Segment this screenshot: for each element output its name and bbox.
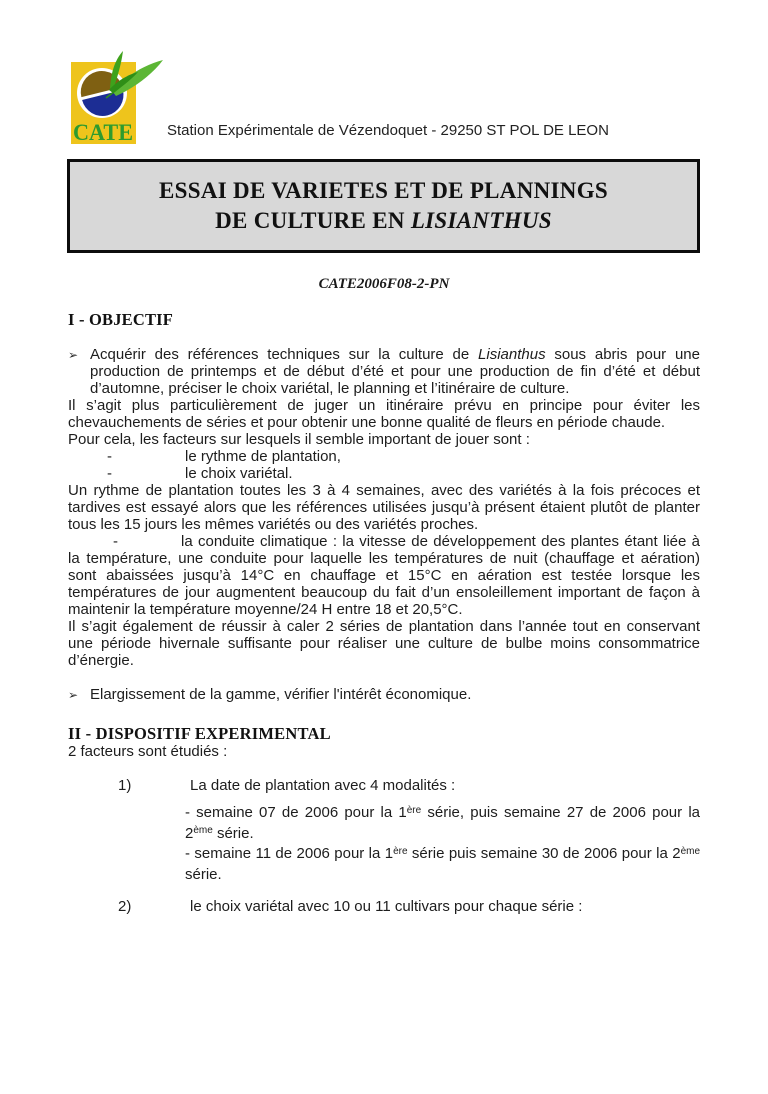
dash-marker: -: [107, 465, 112, 482]
numbered-item-1: [68, 777, 700, 794]
para-facteurs: 2 facteurs sont étudiés :: [68, 743, 228, 760]
numbered-item-2: [68, 898, 700, 915]
para-itineraire: Il s’agit plus particulièrement de juger un itinéraire prévu en principe pour éviter les chevauchements de séries et pour obtenir une bonne qualité de fleurs en période chaude.: [68, 397, 700, 431]
dash-item-rythme: [68, 448, 700, 465]
para-pour-cela: Pour cela, les facteurs sur lesquels il semble important de jouer sont :: [68, 431, 530, 448]
item-text: le choix variétal avec 10 ou 11 cultivars pour chaque série :: [190, 898, 583, 915]
logo-text: CATE: [73, 120, 133, 145]
section-heading-dispositif: II - DISPOSITIF EXPERIMENTAL: [68, 724, 331, 743]
item-number: 1): [118, 777, 132, 794]
section-heading-objectif: I - OBJECTIF: [68, 310, 174, 329]
dash-item-label: le choix variétal.: [185, 465, 293, 482]
document-reference: CATE2006F08-2-PN: [318, 276, 450, 292]
item-text: La date de plantation avec 4 modalités :: [190, 777, 456, 794]
dash-item-label: le rythme de plantation,: [185, 448, 341, 465]
sub-item-semaine-07: - semaine 07 de 2006 pour la 1ère série, puis semaine 27 de 2006 pour la 2ème série.: [185, 804, 700, 842]
document-title-box: [67, 159, 700, 253]
bullet-elargissement-text: Elargissement de la gamme, vérifier l'intérêt économique.: [90, 686, 472, 703]
bullet-acquerir-text: Acquérir des références techniques sur la culture de Lisianthus sous abris pour une production de printemps et de début d’été et pour une production de fin d’été et début d’automne, préciser le choix variétal, le planning et l’itinéraire de culture.: [90, 346, 700, 397]
bullet-elargissement: [68, 686, 700, 704]
dash-marker: -: [107, 448, 112, 465]
document-body: [68, 310, 700, 915]
para-conduite-text: la conduite climatique : la vitesse de développement des plantes étant liée à la température, une conduite pour laquelle les températures de nuit (chauffage et aération) sont abaissées jusqu’à 14°C en chauffage et 15°C en aération est testée lorsque les températures de jour augmentent beaucoup du fait d’un ensoleillement important de façon à maintenir la température moyenne/24 H entre 18 et 20,5°C.: [68, 533, 700, 618]
arrow-bullet-icon: ➢: [68, 688, 79, 702]
numbered-item-1-details: [185, 804, 700, 884]
sub-item-semaine-11: - semaine 11 de 2006 pour la 1ère série puis semaine 30 de 2006 pour la 2ème série.: [185, 845, 701, 883]
dash-item-choix: [68, 465, 700, 482]
title-line-2: DE CULTURE EN LISIANTHUS: [215, 208, 552, 233]
cate-logo: [66, 48, 171, 148]
dash-marker: -: [113, 533, 118, 550]
title-line-1: ESSAI DE VARIETES ET DE PLANNINGS: [159, 178, 608, 203]
para-caler-series: Il s’agit également de réussir à caler 2 séries de plantation dans l’année tout en conservant une période hivernale suffisante pour réaliser une culture de bulbe moins consommatrice d’énergie.: [68, 618, 700, 669]
para-conduite-climatique: [68, 533, 700, 618]
para-rythme-plantation: Un rythme de plantation toutes les 3 à 4 semaines, avec des variétés à la fois précoces et tardives est essayé alors que les références utilisées jusqu’à présent étaient plutôt de planter tous les 15 jours les mêmes variétés ou des variétés proches.: [68, 482, 700, 533]
item-number: 2): [118, 898, 132, 915]
station-address: Station Expérimentale de Vézendoquet - 29250 ST POL DE LEON: [167, 122, 609, 139]
arrow-bullet-icon: ➢: [68, 348, 79, 362]
bullet-acquerir: [68, 346, 700, 397]
